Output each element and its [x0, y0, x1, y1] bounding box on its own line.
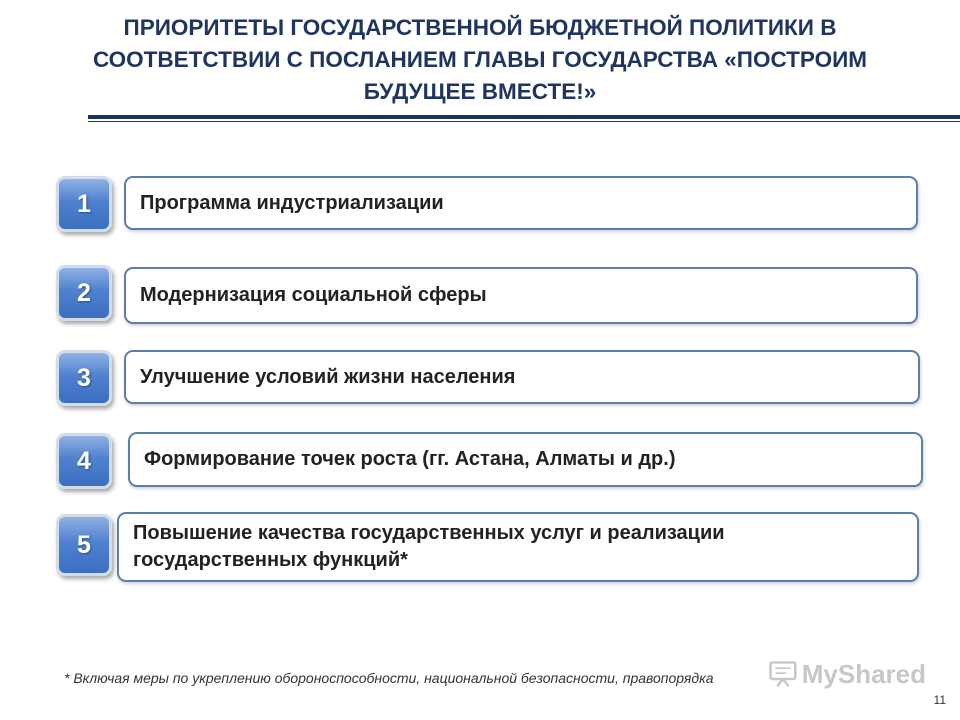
priority-item-4-text: Формирование точек роста (гг. Астана, Алматы и др.): [144, 448, 676, 470]
number-badge-4: 4: [56, 433, 112, 489]
priority-item-5: [117, 512, 919, 582]
slide-title-line-3: БУДУЩЕЕ ВМЕСТЕ!»: [363, 79, 597, 104]
priority-item-1-text: Программа индустриализации: [140, 191, 444, 214]
title-divider-thin: [88, 121, 960, 122]
number-badge-3: 3: [56, 350, 112, 406]
slide-title-line-1: ПРИОРИТЕТЫ ГОСУДАРСТВЕННОЙ БЮДЖЕТНОЙ ПОЛИТИКИ В: [123, 15, 837, 40]
priority-item-5-text: [133, 520, 725, 574]
priority-item-3-text: Улучшение условий жизни населения: [140, 365, 516, 388]
priority-item-2-text: Модернизация социальной сферы: [140, 284, 487, 306]
slide-title-line-2: СООТВЕТСТВИИ С ПОСЛАНИЕМ ГЛАВЫ ГОСУДАРСТВА «ПОСТРОИМ: [92, 47, 868, 72]
watermark-text: MyShared: [801, 658, 926, 689]
priority-item-5-text-line-2: государственных функций*: [133, 549, 408, 571]
title-divider-thick: [88, 115, 960, 119]
number-badge-1: 1: [56, 176, 112, 232]
watermark-logo: [768, 656, 926, 692]
priority-item-2: [124, 267, 918, 324]
priority-item-5-text-line-1: Повышение качества государственных услуг и реализации: [133, 522, 725, 544]
priority-item-3: [124, 350, 920, 404]
priority-item-4: [128, 432, 923, 487]
slide-title: [40, 12, 920, 108]
page-number: 11: [933, 693, 946, 707]
number-badge-5: 5: [56, 514, 112, 576]
presentation-icon: [768, 657, 798, 691]
priority-item-1: [124, 176, 918, 230]
number-badge-2: 2: [56, 265, 112, 321]
footnote: * Включая меры по укреплению обороноспособности, национальной безопасности, правопорядка: [64, 670, 714, 686]
